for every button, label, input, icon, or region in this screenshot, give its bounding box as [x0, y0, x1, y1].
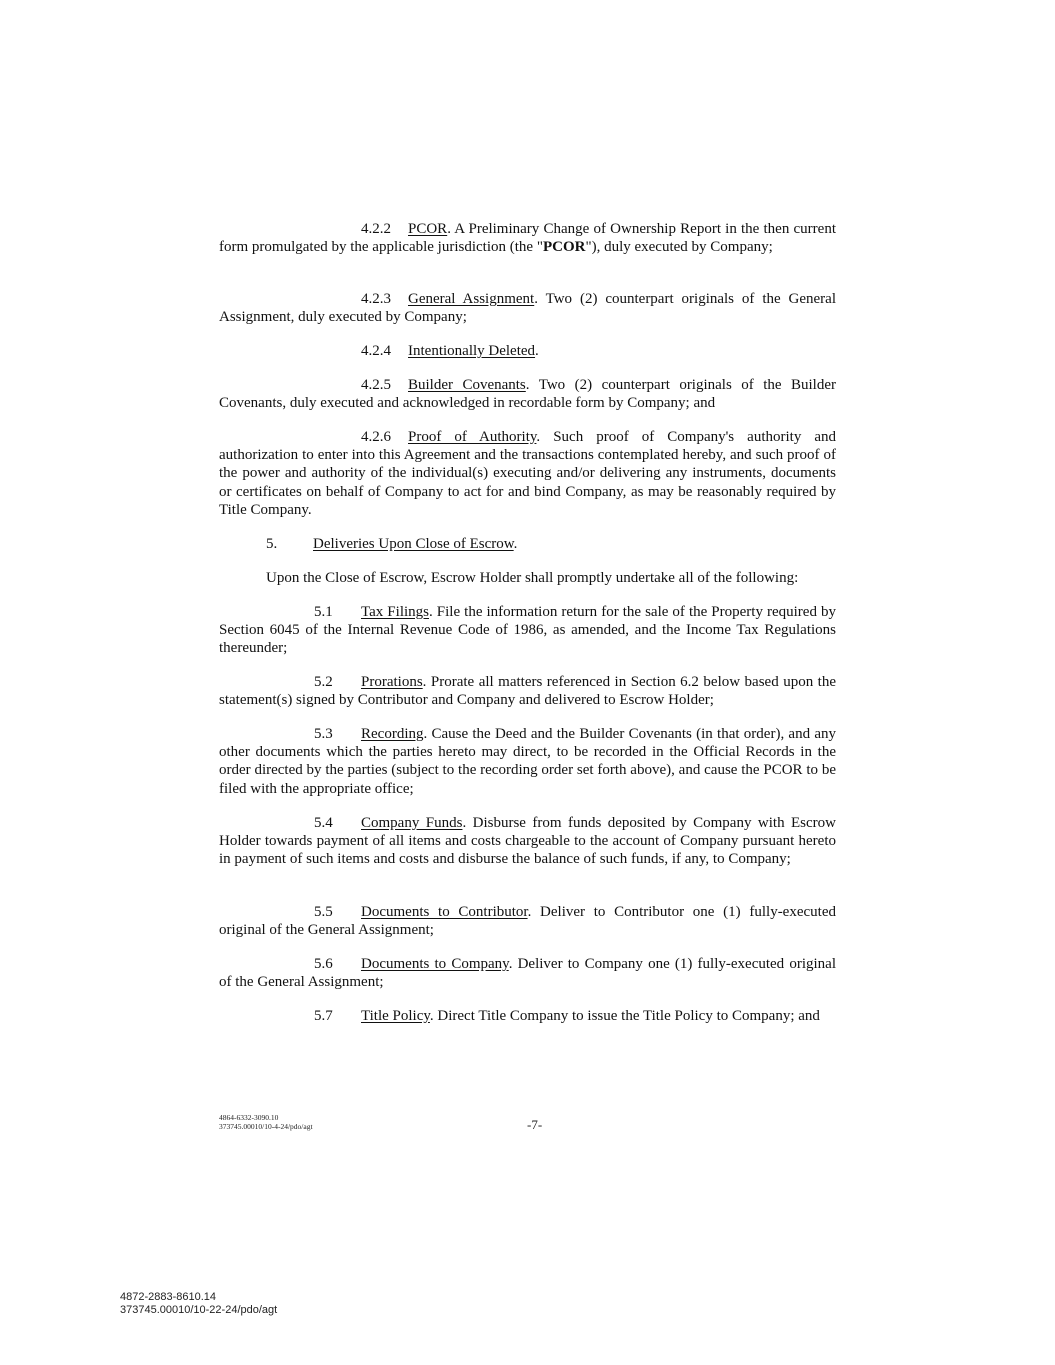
paragraph-5-2: 5.2 Prorations. Prorate all matters referenced in Section 6.2 below based upon the statement(s) signed by Contributor and Company and delivered to Escrow Holder; [219, 674, 836, 709]
section-heading: Tax Filings [361, 604, 429, 620]
paragraph-5-7: 5.7 Title Policy. Direct Title Company to issue the Title Policy to Company; and [314, 1008, 820, 1024]
paragraph-4-2-3: 4.2.3 General Assignment. Two (2) counterpart originals of the General Assignment, duly executed by Company; [219, 291, 837, 326]
section-heading: Intentionally Deleted [408, 343, 536, 359]
section-heading: Documents to Contributor [361, 904, 528, 920]
section-5-intro: Upon the Close of Escrow, Escrow Holder shall promptly undertake all of the following: [266, 570, 799, 586]
section-heading: Proof of Authority [408, 429, 537, 445]
defined-term: PCOR [542, 239, 586, 256]
section-heading: Documents to Company [361, 956, 509, 972]
section-heading: Title Policy [361, 1008, 430, 1024]
paragraph-5-4: 5.4 Company Funds. Disburse from funds deposited by Company with Escrow Holder towards payment of all items and costs chargeable to the account of Company pursuant hereto in payment of such items and costs and disburse the balance of such funds, if any, to Company; [219, 815, 836, 868]
paragraph-4-2-6: 4.2.6 Proof of Authority. Such proof of Company's authority and authorization to enter into this Agreement and the transactions contemplated hereby, and such proof of the power and authority of the individual(s) executing and/or delivering any instruments, documents or certificates on behalf of Company to act for and bind Company, as may be reasonably required by Title Company. [219, 429, 837, 518]
section-number: 4.2.2 [361, 221, 391, 237]
paragraph-4-2-4: 4.2.4 Intentionally Deleted. [361, 343, 539, 359]
section-number: 4.2.3 [361, 291, 391, 307]
section-number: 4.2.5 [361, 377, 391, 393]
section-heading: Deliveries Upon Close of Escrow [313, 536, 514, 552]
section-heading: Company Funds [361, 815, 463, 831]
stamp-doc-ref: 373745.00010/10-22-24/pdo/agt [120, 1304, 278, 1316]
section-number: 5.7 [314, 1008, 333, 1024]
section-heading: Builder Covenants [408, 377, 526, 393]
section-5-heading: 5. Deliveries Upon Close of Escrow. [266, 536, 518, 552]
section-number: 5.1 [314, 604, 333, 620]
page-number: -7- [527, 1117, 543, 1132]
section-heading: Prorations [361, 674, 423, 690]
document-stamp [120, 1291, 277, 1317]
stamp-doc-id: 4872-2883-8610.14 [120, 1291, 217, 1303]
section-heading: Recording [361, 726, 424, 742]
section-number: 5.2 [314, 674, 333, 690]
section-number: 5.4 [314, 815, 333, 831]
section-number: 4.2.6 [361, 429, 391, 445]
paragraph-5-3: 5.3 Recording. Cause the Deed and the Builder Covenants (in that order), and any other documents which the parties hereto may direct, to be recorded in the Official Records in the order directed by the parties (subject to the recording order set forth above), and cause the PCOR to be filed with the appropriate office; [219, 726, 836, 797]
section-number: 4.2.4 [361, 343, 391, 359]
paragraph-5-6: 5.6 Documents to Company. Deliver to Company one (1) fully-executed original of the General Assignment; [219, 956, 837, 991]
paragraph-4-2-5: 4.2.5 Builder Covenants. Two (2) counterpart originals of the Builder Covenants, duly executed and acknowledged in recordable form by Company; and [219, 377, 836, 412]
paragraph-5-1: 5.1 Tax Filings. File the information return for the sale of the Property required by Section 6045 of the Internal Revenue Code of 1986, as amended, and the Income Tax Regulations thereunder; [219, 604, 836, 657]
section-heading: PCOR [408, 221, 448, 237]
paragraph-5-5: 5.5 Documents to Contributor. Deliver to Contributor one (1) fully-executed original of the General Assignment; [219, 904, 836, 939]
section-number: 5.6 [314, 956, 333, 972]
paragraph-4-2-2: 4.2.2 PCOR. A Preliminary Change of Ownership Report in the then current form promulgated by the applicable jurisdiction (the "PCOR"), duly executed by Company; [219, 221, 836, 256]
section-number: 5.5 [314, 904, 333, 920]
footer-doc-ref: 373745.00010/10-4-24/pdo/agt [219, 1122, 313, 1131]
section-heading: General Assignment [408, 291, 535, 307]
section-number: 5. [266, 536, 278, 552]
footer-doc-reference [219, 1113, 313, 1131]
section-number: 5.3 [314, 726, 333, 742]
footer-doc-id: 4864-6332-3090.10 [219, 1113, 279, 1122]
